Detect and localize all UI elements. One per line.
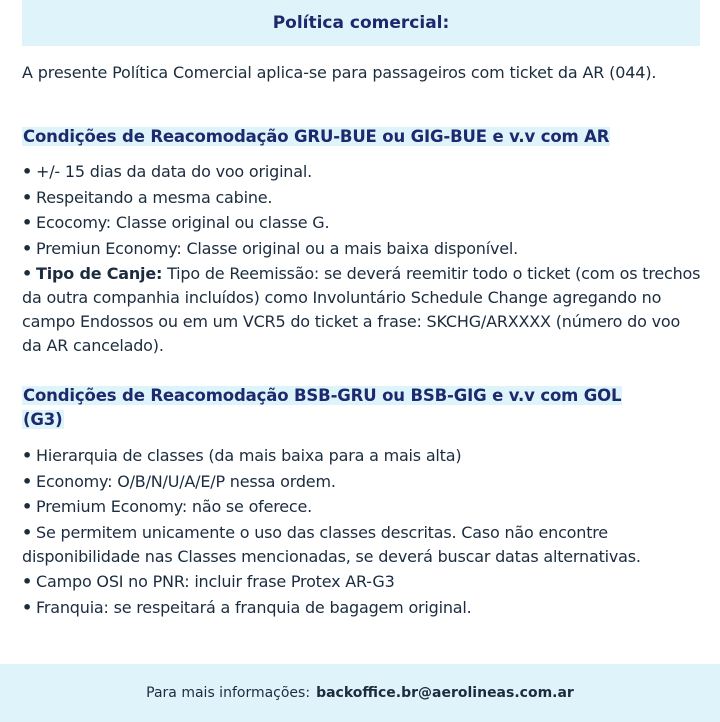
list-item-text: Premiun Economy: Classe original ou a mais baixa disponível. (36, 238, 519, 258)
section1-list (22, 160, 702, 360)
bullet-icon: • (22, 162, 33, 181)
list-item-text: Campo OSI no PNR: incluir frase Protex AR-G3 (36, 572, 395, 591)
list-item (22, 495, 702, 519)
canje-text: Tipo de Reemissão: se deverá reemitir todo o ticket (com os trechos da outra companhia incluídos) como Involuntário Schedule Change agregando no campo Endossos ou em um VCR5 do ticket a frase: SKCHG/ARXXXX (número do voo da AR cancelado). (22, 264, 701, 355)
list-item (22, 262, 702, 358)
bullet-icon: • (22, 238, 33, 258)
list-item-text: Se permitem unicamente o uso das classes descritas. Caso não encontre disponibilidade nas Classes mencionadas, se deverá buscar datas alternativas. (22, 522, 641, 566)
bullet-icon: • (22, 597, 33, 617)
section1-heading-text: Condições de Reacomodação GRU-BUE ou GIG-BUE e v.v com AR (23, 127, 610, 146)
bullet-icon: • (22, 572, 33, 591)
bullet-icon: • (22, 497, 33, 516)
list-item (22, 521, 702, 569)
section2-heading-line1: Condições de Reacomodação BSB-GRU ou BSB-GIG e v.v com GOL (23, 386, 622, 405)
section2-heading (22, 384, 622, 432)
footer (0, 664, 720, 722)
list-item (22, 186, 702, 210)
list-item-text: Hierarquia de classes (da mais baixa para a mais alta) (36, 446, 462, 465)
bullet-icon: • (22, 446, 33, 465)
intro-text: A presente Política Comercial aplica-se para passageiros com ticket da AR (044). (22, 63, 657, 82)
list-item-text: Respeitando a mesma cabine. (36, 187, 273, 207)
list-item-text: Ecocomy: Classe original ou classe G. (36, 213, 330, 232)
bullet-icon: • (22, 264, 33, 283)
page-title: Política comercial: (272, 13, 450, 33)
section2-heading-line2: (G3) (23, 410, 63, 429)
list-item-text: Premium Economy: não se oferece. (36, 497, 313, 516)
bullet-icon: • (22, 471, 33, 491)
list-item (22, 444, 702, 468)
list-item-text: +/- 15 dias da data do voo original. (36, 162, 312, 181)
list-item (22, 160, 702, 184)
list-item (22, 211, 702, 235)
section2-list (22, 444, 702, 621)
list-item (22, 237, 702, 261)
canje-label: Tipo de Canje: (36, 264, 163, 283)
contact-email-link[interactable]: backoffice.br@aerolineas.com.ar (316, 685, 574, 701)
section1-heading (22, 125, 610, 149)
list-item (22, 470, 702, 494)
list-item-text: Franquia: se respeitará a franquia de bagagem original. (36, 597, 472, 617)
list-item (22, 596, 702, 620)
bullet-icon: • (22, 187, 33, 207)
bullet-icon: • (22, 522, 33, 542)
list-item-text: Economy: O/B/N/U/A/E/P nessa ordem. (36, 471, 336, 491)
title-box (22, 0, 700, 46)
bullet-icon: • (22, 213, 33, 232)
footer-label: Para mais informações: (146, 685, 311, 701)
list-item (22, 570, 702, 594)
